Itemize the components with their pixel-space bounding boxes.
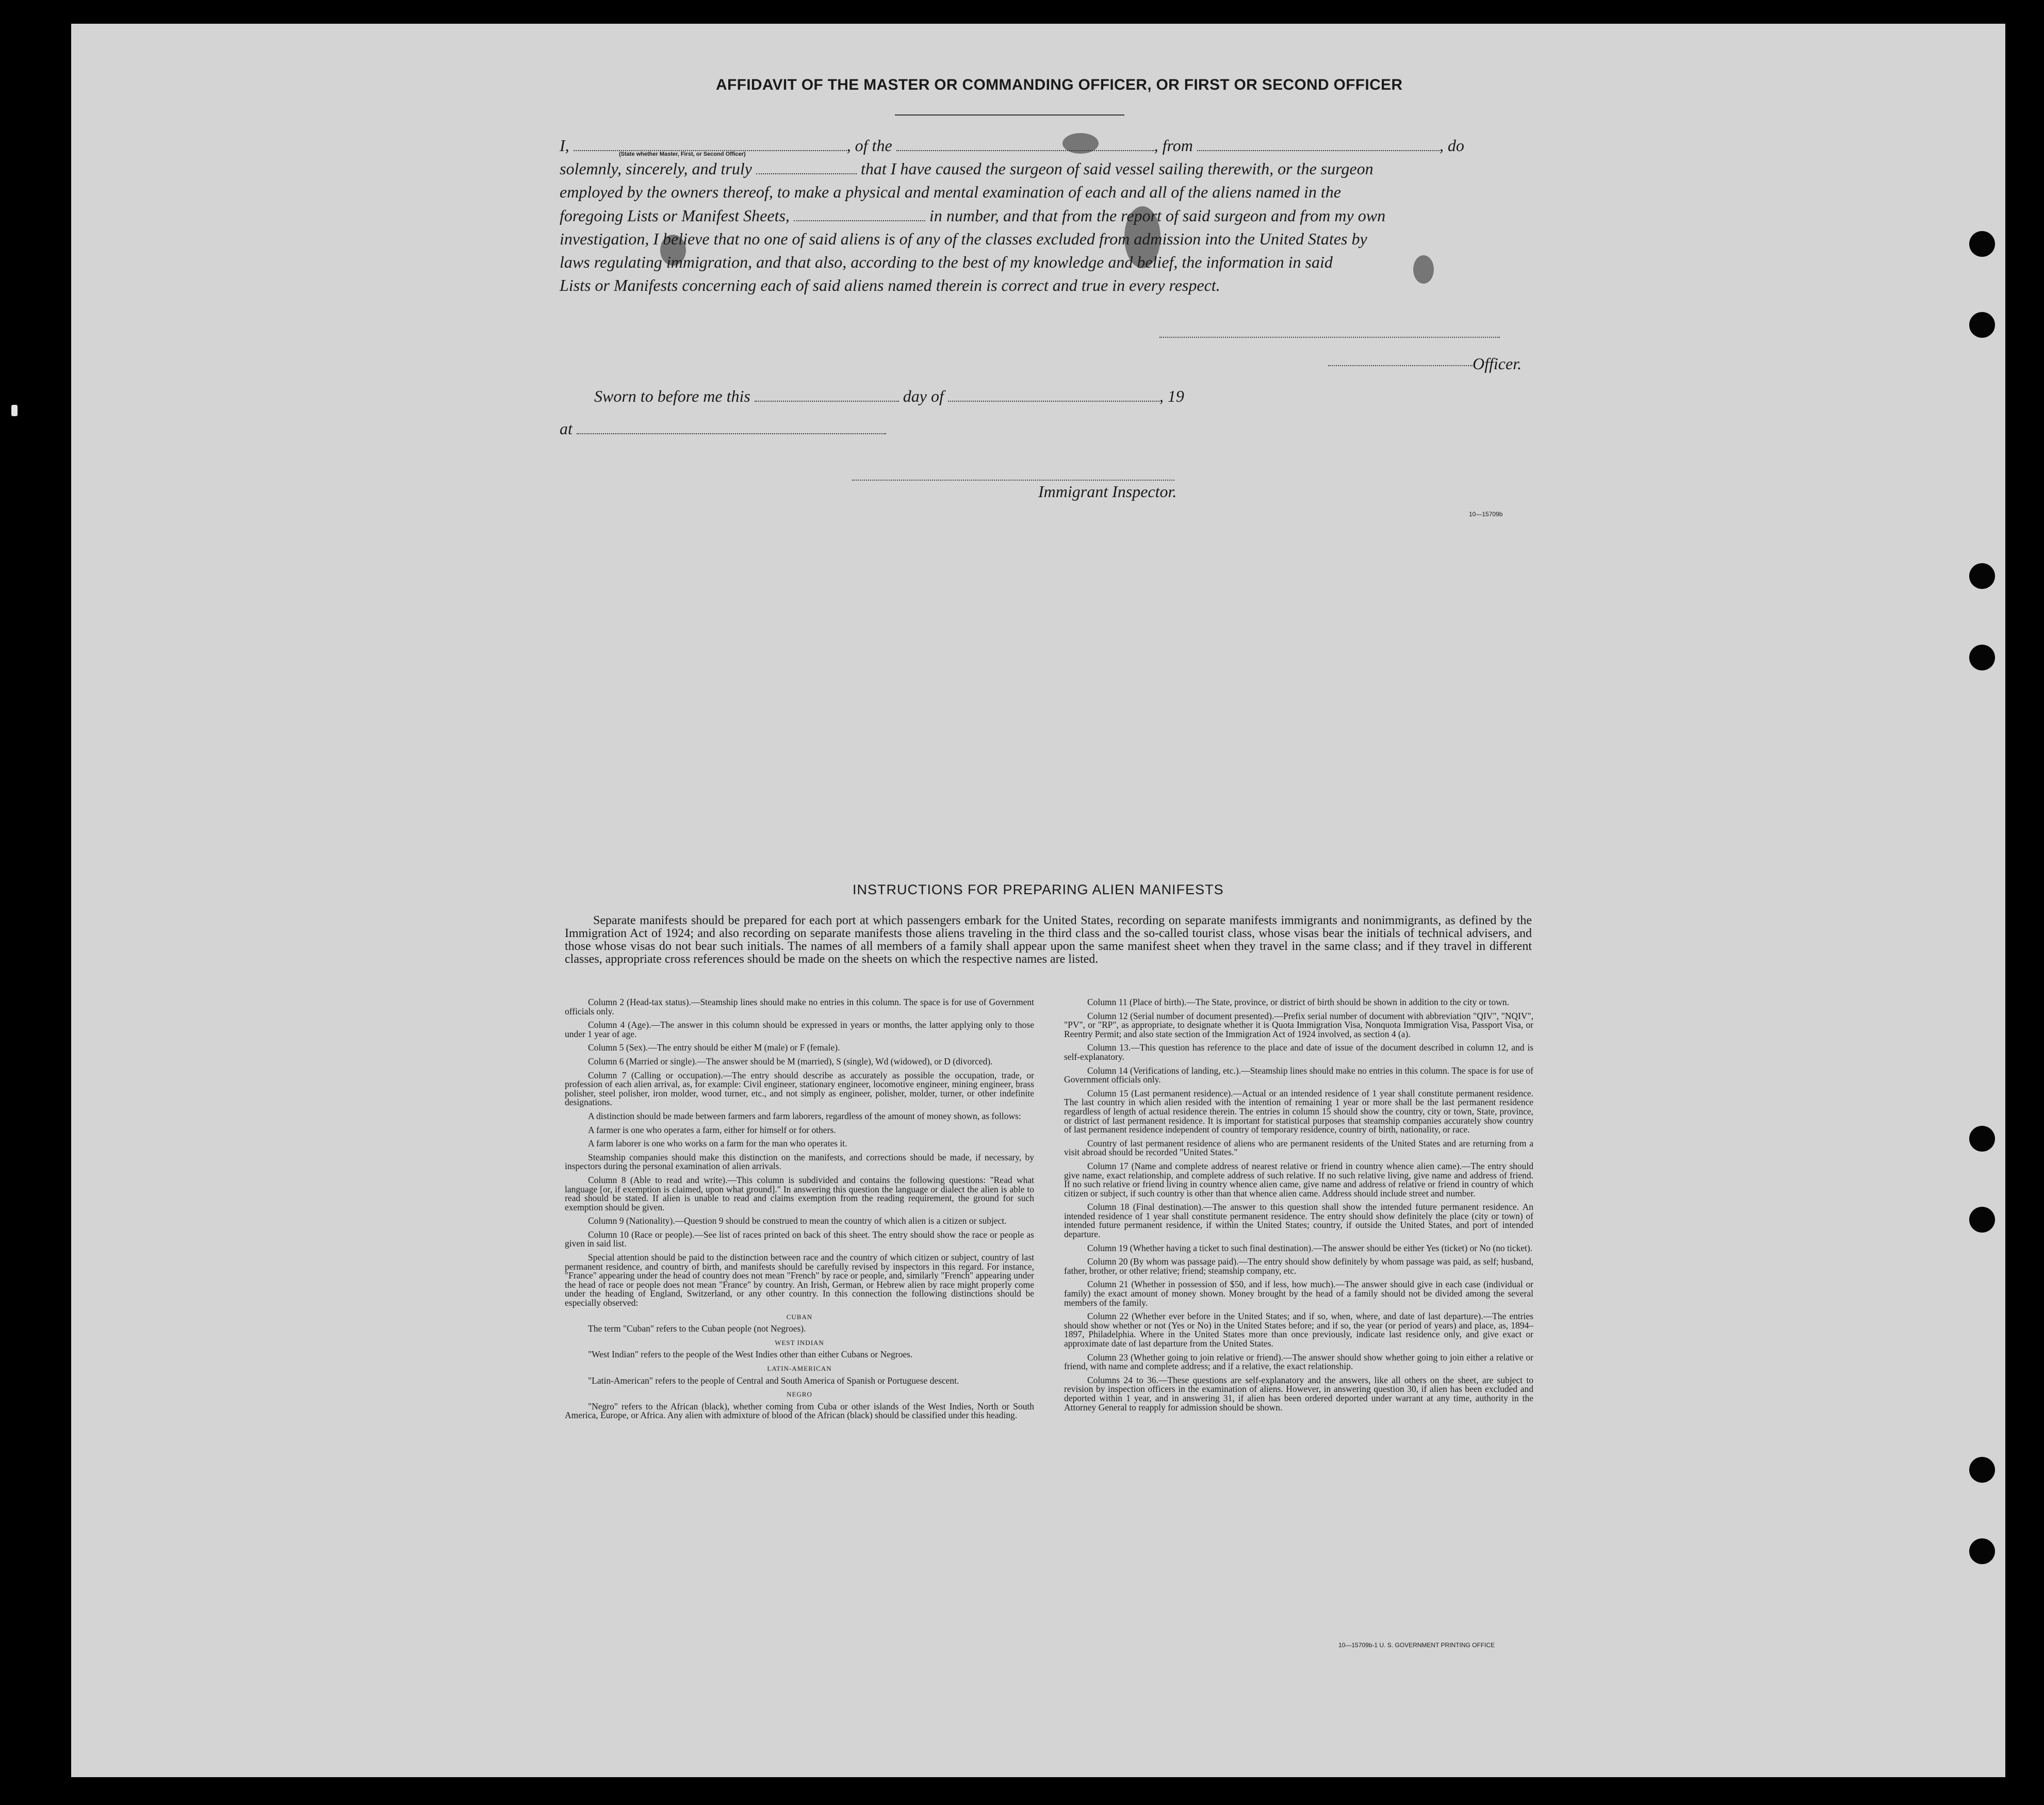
day-field[interactable] bbox=[755, 391, 899, 402]
race-definition: "Latin-American" refers to the people of Central and South America of Spanish or Portuguese descent. bbox=[588, 1375, 959, 1386]
affidavit-line-7: Lists or Manifests concerning each of said aliens named therein is correct and true in every respect. bbox=[560, 276, 1220, 294]
instruction-paragraph: Column 8 (Able to read and write).—This column is subdivided and contains the following questions: "Read what language [or, if exemption is claimed, upon what ground]." In answering this question the language or dialect the alien is able to read should be stated. If alien is unable to read and claims exemption from the reading requirement, the ground for such exemption should be given. bbox=[565, 1174, 1034, 1212]
officer-label: Officer. bbox=[1473, 354, 1522, 373]
text: day of bbox=[903, 387, 944, 405]
punch-hole bbox=[1969, 1207, 1995, 1233]
instruction-paragraph: Column 13.—This question has reference to the place and date of issue of the document described in column 12, and is self-explanatory. bbox=[1064, 1042, 1533, 1062]
text: solemnly, sincerely, and truly bbox=[560, 159, 752, 178]
state-note: (State whether Master, First, or Second Officer) bbox=[619, 151, 746, 157]
text: that I have caused the surgeon of said vessel sailing therewith, or the surgeon bbox=[860, 159, 1373, 178]
affidavit-line-3: employed by the owners thereof, to make a physical and mental examination of each and all of the aliens named in the bbox=[560, 183, 1341, 201]
race-definition: The term "Cuban" refers to the Cuban people (not Negroes). bbox=[588, 1323, 806, 1334]
instruction-paragraph: Column 12 (Serial number of document presented).—Prefix serial number of document with abbreviation "QIV", "NQIV", "PV", or "RP", as appropriate, to designate whether it is Quota Immigration Visa, Nonquota Immigration Visa, Passport Visa, or Reentry Permit; and also state section of the Immigration Act of 1924 involved, as section 4 (a). bbox=[1064, 1010, 1533, 1039]
race-definition: "West Indian" refers to the people of the West Indies other than either Cubans or Negroes. bbox=[588, 1349, 913, 1360]
instructions-title: INSTRUCTIONS FOR PREPARING ALIEN MANIFESTS bbox=[853, 882, 1224, 897]
instruction-paragraph: A farm laborer is one who works on a farm for the man who operates it. bbox=[588, 1138, 847, 1149]
month-field[interactable] bbox=[948, 391, 1159, 402]
instruction-paragraph: Column 15 (Last permanent residence).—Actual or an intended residence of 1 year shall constitute permanent residence. The last country in which alien resided with the intention of remaining 1 year or more shall be the last permanent residence regardless of length of actual residence therein. The entries in column 15 should show the country, city or town, State, province, or district of last permanent residence. It is important for statistical purposes that steamship companies accurately show country of last permanent residence independent of country of temporary residence, country of birth, nationality, or race. bbox=[1064, 1088, 1533, 1135]
text: , of the bbox=[846, 136, 892, 155]
scan-speck bbox=[11, 405, 18, 416]
text: at bbox=[560, 419, 573, 438]
place-field[interactable] bbox=[577, 424, 886, 434]
instruction-paragraph: Column 19 (Whether having a ticket to such final destination).—The answer should be either Yes (ticket) or No (no ticket). bbox=[1087, 1242, 1533, 1253]
instructions-right-column bbox=[1064, 998, 1533, 1417]
text: , from bbox=[1154, 136, 1193, 155]
instructions-intro: Separate manifests should be prepared for each port at which passengers embark for the United States, recording on separate manifests immigrants and nonimmigrants, as defined by the Immigration Act of 1924; and also recording on separate manifests those aliens traveling in the third class and the so-called tourist class, whose visas bear the initials of technical advisers, and those whose visas do not bear such initials. The names of all members of a family shall appear upon the same manifest sheet when they travel in the same class; and if they travel in different classes, appropriate cross references should be made on the sheets on which the respective names are listed. bbox=[565, 914, 1532, 966]
title-divider bbox=[895, 114, 1124, 116]
race-heading: CUBAN bbox=[786, 1312, 813, 1321]
instruction-paragraph: Column 23 (Whether going to join relative or friend).—The answer should show whether going to join either a relative or friend, with name and complete address; and if a relative, the exact relationship. bbox=[1064, 1352, 1533, 1372]
text: foregoing Lists or Manifest Sheets, bbox=[560, 206, 790, 225]
punch-hole bbox=[1969, 1457, 1995, 1483]
instruction-paragraph: A distinction should be made between farmers and farm laborers, regardless of the amount of money shown, as follows: bbox=[588, 1110, 1021, 1121]
punch-hole bbox=[1969, 645, 1995, 670]
text: in number, and that from the report of said surgeon and from my own bbox=[929, 206, 1386, 225]
footer-form-number: 10—15709b-1 U. S. GOVERNMENT PRINTING OFFICE bbox=[1338, 1642, 1495, 1649]
instruction-paragraph: Column 6 (Married or single).—The answer should be M (married), S (single), Wd (widowed), or D (divorced). bbox=[588, 1056, 993, 1066]
instruction-paragraph: Column 2 (Head-tax status).—Steamship lines should make no entries in this column. The space is for use of Government officials only. bbox=[565, 997, 1034, 1016]
ink-blot bbox=[1413, 255, 1434, 284]
inspector-signature-line[interactable] bbox=[852, 480, 1174, 481]
affidavit-title: AFFIDAVIT OF THE MASTER OR COMMANDING OFFICER, OR FIRST OR SECOND OFFICER bbox=[716, 76, 1403, 93]
instruction-paragraph: Column 10 (Race or people).—See list of races printed on back of this sheet. The entry should show the race or people as given in said list. bbox=[565, 1229, 1034, 1249]
punch-hole bbox=[1969, 1538, 1995, 1564]
instruction-paragraph: Column 11 (Place of birth).—The State, province, or district of birth should be shown in addition to the city or town. bbox=[1087, 997, 1509, 1007]
instruction-paragraph: Column 21 (Whether in possession of $50, and if less, how much).—The answer should give in each case (individual or family) the exact amount of money shown. Money brought by the head of a family should not be divided among the several members of the family. bbox=[1064, 1279, 1533, 1308]
instruction-paragraph: Column 7 (Calling or occupation).—The entry should describe as accurately as possible the occupation, trade, or profession of each alien arrival, as, for example: Civil engineer, stationary engineer, locomotive engineer, mining engineer, brass polisher, steel polisher, iron molder, wood turner, etc., and not simply as engineer, polisher, molder, turner, or other indefinite designations. bbox=[565, 1070, 1034, 1108]
instruction-paragraph: Column 18 (Final destination).—The answer to this question shall show the intended future permanent residence. An intended residence of 1 year shall constitute permanent residence. The entry should show definitely the place (city or town) of intended future permanent residence, if within the United States; country, if outside the United States, and port of intended departure. bbox=[1064, 1202, 1533, 1240]
punch-hole bbox=[1969, 1126, 1995, 1152]
affidavit-line-4 bbox=[560, 207, 1385, 224]
officer-title-field[interactable] bbox=[574, 141, 847, 151]
affidavit-line-5: investigation, I believe that no one of said aliens is of any of the classes excluded from admission into the United States by bbox=[560, 229, 1367, 248]
vessel-field[interactable] bbox=[896, 141, 1154, 151]
punch-hole bbox=[1969, 563, 1995, 589]
affidavit-line-6: laws regulating immigration, and that also, according to the best of my knowledge and belief, the information in said bbox=[560, 253, 1333, 271]
punch-hole bbox=[1969, 312, 1995, 338]
sheet-count-field[interactable] bbox=[794, 211, 925, 221]
text: , do bbox=[1439, 136, 1464, 155]
race-heading: NEGRO bbox=[787, 1390, 812, 1399]
inspector-label: Immigrant Inspector. bbox=[1038, 482, 1177, 501]
race-heading: WEST INDIAN bbox=[775, 1338, 824, 1347]
signature-line[interactable] bbox=[1159, 337, 1500, 338]
race-definition: "Negro" refers to the African (black), whether coming from Cuba or other islands of the West Indies, North or South America, Europe, or Africa. Any alien with admixture of blood of the African (black) should be classified under this heading. bbox=[565, 1401, 1034, 1421]
affidavit-line-2 bbox=[560, 160, 1373, 177]
text: I, bbox=[560, 136, 569, 155]
officer-title-line[interactable] bbox=[1328, 365, 1473, 366]
instruction-paragraph: Special attention should be paid to the distinction between race and the country of which citizen or subject, country of last permanent residence, and country of birth, and manifests should be carefully revised by inspectors in this regard. For instance, "France" appearing under the head of country does not mean "French" by race or people, and, similarly "French" appearing under the head of race or people does not mean "France" by country. An Irish, German, or Hebrew alien by race might properly come under the heading of England, Switzerland, or any other country. In this connection the following distinctions should be especially observed: bbox=[565, 1252, 1034, 1308]
port-field[interactable] bbox=[1197, 141, 1440, 151]
oath-field[interactable] bbox=[756, 164, 857, 174]
form-number: 10—15709b bbox=[1469, 511, 1503, 518]
instruction-paragraph: Country of last permanent residence of aliens who are permanent residents of the United States and are returning from a visit abroad should be recorded "United States." bbox=[1064, 1138, 1533, 1158]
text: Sworn to before me this bbox=[594, 387, 750, 405]
instruction-paragraph: Column 20 (By whom was passage paid).—The entry should show definitely by whom passage was paid, as self; husband, father, brother, or other relative; friend; steamship company, etc. bbox=[1064, 1256, 1533, 1276]
instruction-paragraph: Column 14 (Verifications of landing, etc.).—Steamship lines should make no entries in this column. The space is for use of Government officials only. bbox=[1064, 1065, 1533, 1085]
instruction-paragraph: Column 9 (Nationality).—Question 9 should be construed to mean the country of which alien is a citizen or subject. bbox=[588, 1216, 1007, 1226]
text: , 19 bbox=[1159, 387, 1184, 405]
race-heading: LATIN-AMERICAN bbox=[767, 1365, 832, 1372]
instruction-paragraph: Column 22 (Whether ever before in the United States; and if so, when, where, and date of last departure).—The entries should show whether or not (Yes or No) in the United States before; and if so, the year (or period of years) and place, as, 1894–1897, Philadelphia. Where in the United States more than once previously, indicate last residence only, and give exact or approximate date of last departure from the United States. bbox=[1064, 1311, 1533, 1349]
sworn-line bbox=[594, 388, 1184, 404]
instruction-paragraph: Column 5 (Sex).—The entry should be either M (male) or F (female). bbox=[588, 1042, 840, 1053]
instruction-paragraph: Columns 24 to 36.—These questions are self-explanatory and the answers, like all others on the sheet, are subject to revision by inspection officers in the examination of aliens. However, in answering question 30, if alien has been excluded and deported within 1 year, and in answering 31, if alien has been ordered deported under warrant at any time, authority in the Attorney General to reapply for admission should be shown. bbox=[1064, 1374, 1533, 1413]
instruction-paragraph: A farmer is one who operates a farm, either for himself or for others. bbox=[588, 1124, 836, 1135]
instruction-paragraph: Column 4 (Age).—The answer in this column should be expressed in years or months, the latter applying only to those under 1 year of age. bbox=[565, 1020, 1034, 1039]
instruction-paragraph: Steamship companies should make this distinction on the manifests, and corrections should be made, if necessary, by inspectors during the personal examination of alien arrivals. bbox=[565, 1152, 1034, 1172]
punch-hole bbox=[1969, 231, 1995, 257]
at-line bbox=[560, 420, 886, 437]
instruction-paragraph: Column 17 (Name and complete address of nearest relative or friend in country whence alien came).—The entry should give name, exact relationship, and complete address of such relative. If no such relative living, give name and address of friend. If no such relative or friend living in country whence alien came, give name and address of relative or friend in country of which citizen or subject, if such country is other than that whence alien came. Address should include street and number. bbox=[1064, 1160, 1533, 1199]
instructions-left-column bbox=[565, 998, 1034, 1425]
